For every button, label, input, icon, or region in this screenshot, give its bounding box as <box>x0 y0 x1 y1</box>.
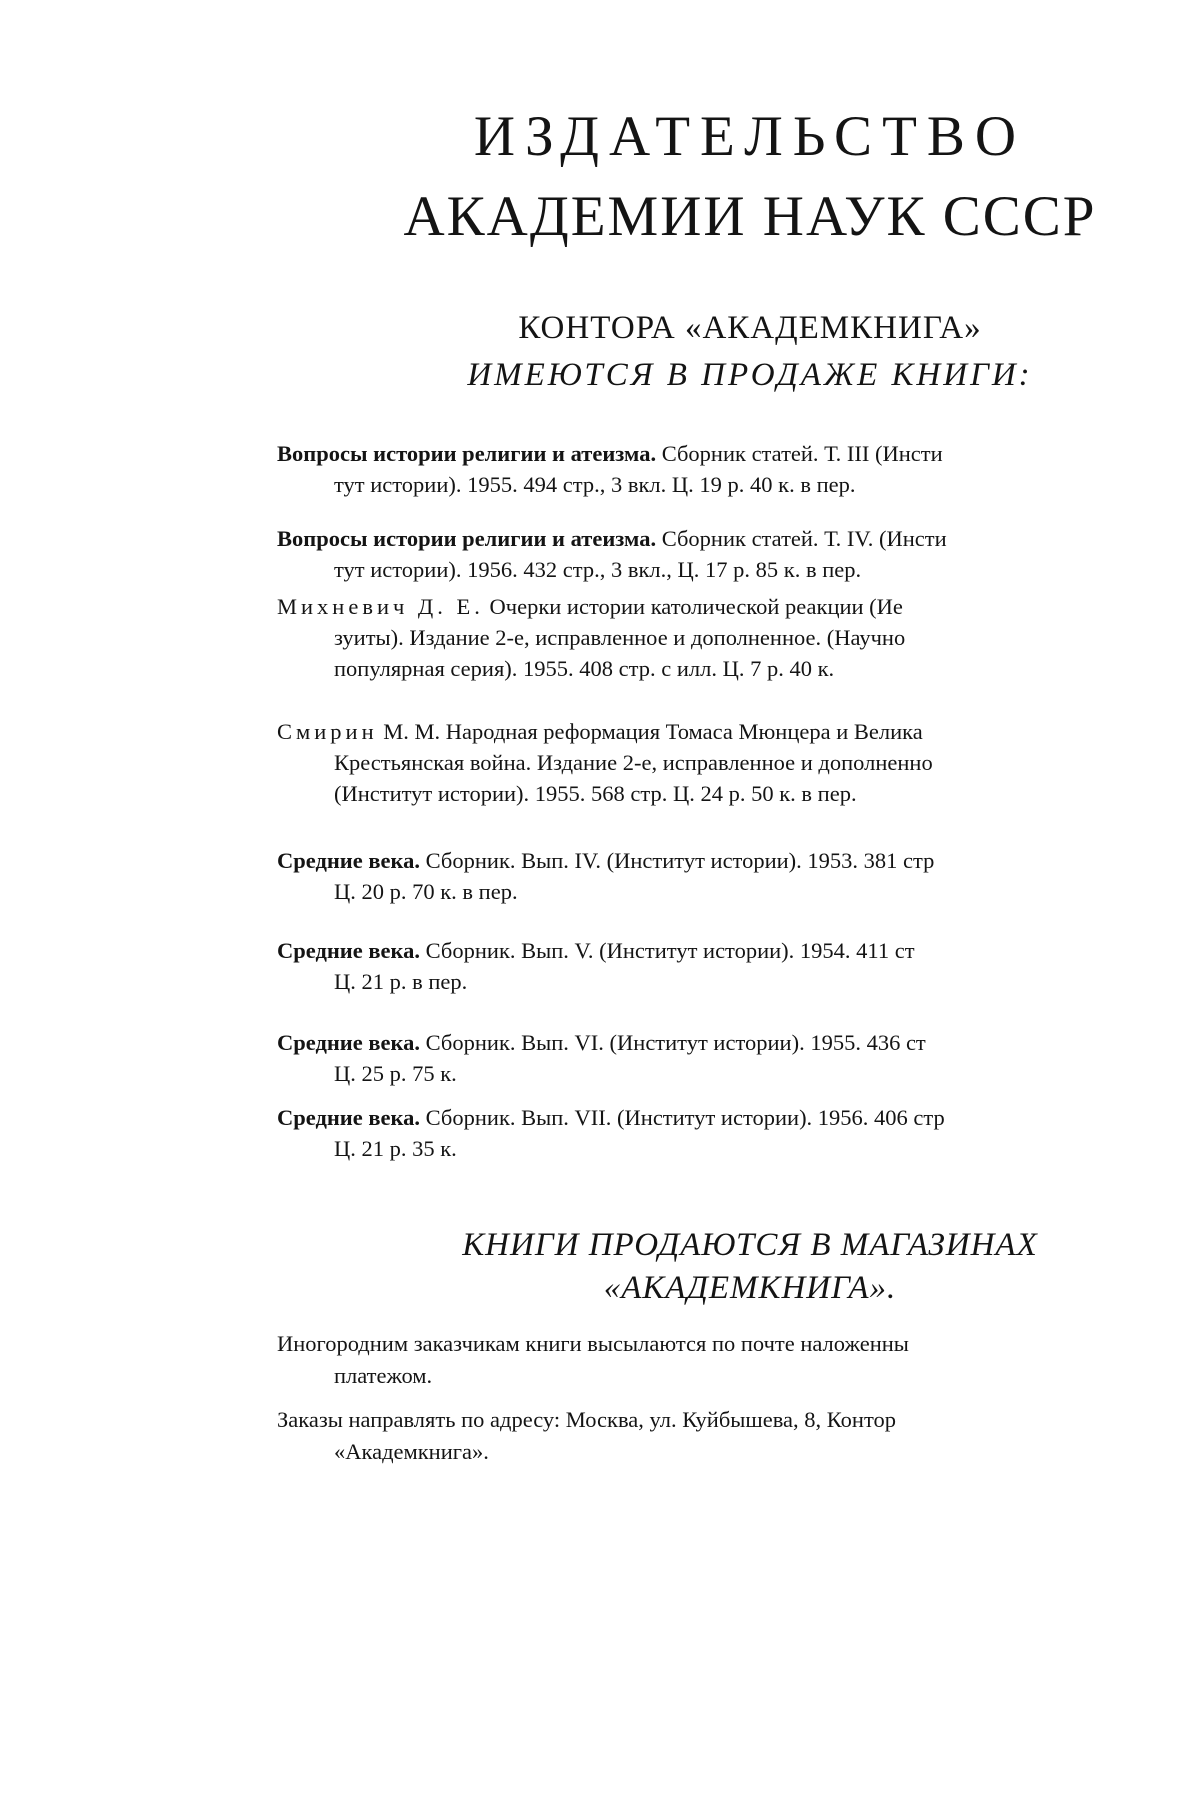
order-address-note <box>277 1404 1177 1468</box>
book-entry <box>277 438 1177 500</box>
book-details-cont: зуиты). Издание 2-е, исправленное и дополненное. (Научно <box>334 625 906 650</box>
book-entry <box>277 845 1177 907</box>
book-title: Вопросы истории религии и атеизма. <box>277 441 657 466</box>
mail-order-note-line2: платежом. <box>334 1363 433 1388</box>
book-details: Народная реформация Томаса Мюнцера и Велика <box>445 719 923 744</box>
book-author-initials: М. М. <box>383 719 441 744</box>
book-title: Вопросы истории религии и атеизма. <box>277 526 657 551</box>
book-entry <box>277 1102 1177 1164</box>
book-details-cont: Ц. 21 р. в пер. <box>334 969 468 994</box>
book-details: Сборник. Вып. IV. (Институт истории). 1953. 381 стр <box>425 848 935 873</box>
book-details-cont: популярная серия). 1955. 408 стр. с илл. Ц. 7 р. 40 к. <box>334 656 835 681</box>
book-details: Сборник статей. Т. IV. (Инсти <box>661 526 947 551</box>
publisher-title-line2: АКАДЕМИИ НАУК СССР <box>403 185 1097 248</box>
book-details: Сборник. Вып. VII. (Институт истории). 1956. 406 стр <box>425 1105 945 1130</box>
book-details-cont: Ц. 25 р. 75 к. <box>334 1061 457 1086</box>
mail-order-note-line1: Иногородним заказчикам книги высылаются по почте наложенны <box>277 1331 909 1356</box>
shops-heading <box>360 1224 1140 1310</box>
book-title: Средние века. <box>277 848 421 873</box>
book-details: Сборник. Вып. VI. (Институт истории). 1955. 436 ст <box>425 1030 926 1055</box>
publisher-title-line1: ИЗДАТЕЛЬСТВО <box>473 105 1027 168</box>
book-author: Смирин <box>277 719 378 744</box>
order-address-line2: «Академкнига». <box>334 1439 489 1464</box>
order-address-line1: Заказы направлять по адресу: Москва, ул. Куйбышева, 8, Контор <box>277 1407 897 1432</box>
book-entry <box>277 523 1177 585</box>
book-details-cont: Ц. 20 р. 70 к. в пер. <box>334 879 518 904</box>
book-title: Средние века. <box>277 938 421 963</box>
book-title: Средние века. <box>277 1105 421 1130</box>
available-books-heading: ИМЕЮТСЯ В ПРОДАЖЕ КНИГИ: <box>467 357 1033 393</box>
book-entry <box>277 935 1177 997</box>
book-details-cont: Крестьянская война. Издание 2-е, исправленное и дополненно <box>334 750 933 775</box>
book-details: Сборник статей. Т. III (Инсти <box>661 441 943 466</box>
book-title: Средние века. <box>277 1030 421 1055</box>
book-details-cont: Ц. 21 р. 35 к. <box>334 1136 457 1161</box>
shops-heading-line2: «АКАДЕМКНИГА». <box>603 1270 897 1306</box>
book-details-cont: тут истории). 1956. 432 стр., 3 вкл., Ц. 17 р. 85 к. в пер. <box>334 557 862 582</box>
book-author: Михневич Д. Е. <box>277 594 484 619</box>
book-details: Сборник. Вып. V. (Институт истории). 1954. 411 ст <box>425 938 915 963</box>
book-details: Очерки истории католической реакции (Ие <box>489 594 903 619</box>
book-entry <box>277 591 1177 684</box>
mail-order-note <box>277 1328 1177 1392</box>
book-entry <box>277 1027 1177 1089</box>
book-details-cont: (Институт истории). 1955. 568 стр. Ц. 24 р. 50 к. в пер. <box>334 781 857 806</box>
shops-heading-line1: КНИГИ ПРОДАЮТСЯ В МАГАЗИНАХ <box>462 1227 1038 1263</box>
office-name: КОНТОРА «АКАДЕМКНИГА» <box>518 310 982 346</box>
book-details-cont: тут истории). 1955. 494 стр., 3 вкл. Ц. 19 р. 40 к. в пер. <box>334 472 856 497</box>
book-entry <box>277 716 1177 809</box>
